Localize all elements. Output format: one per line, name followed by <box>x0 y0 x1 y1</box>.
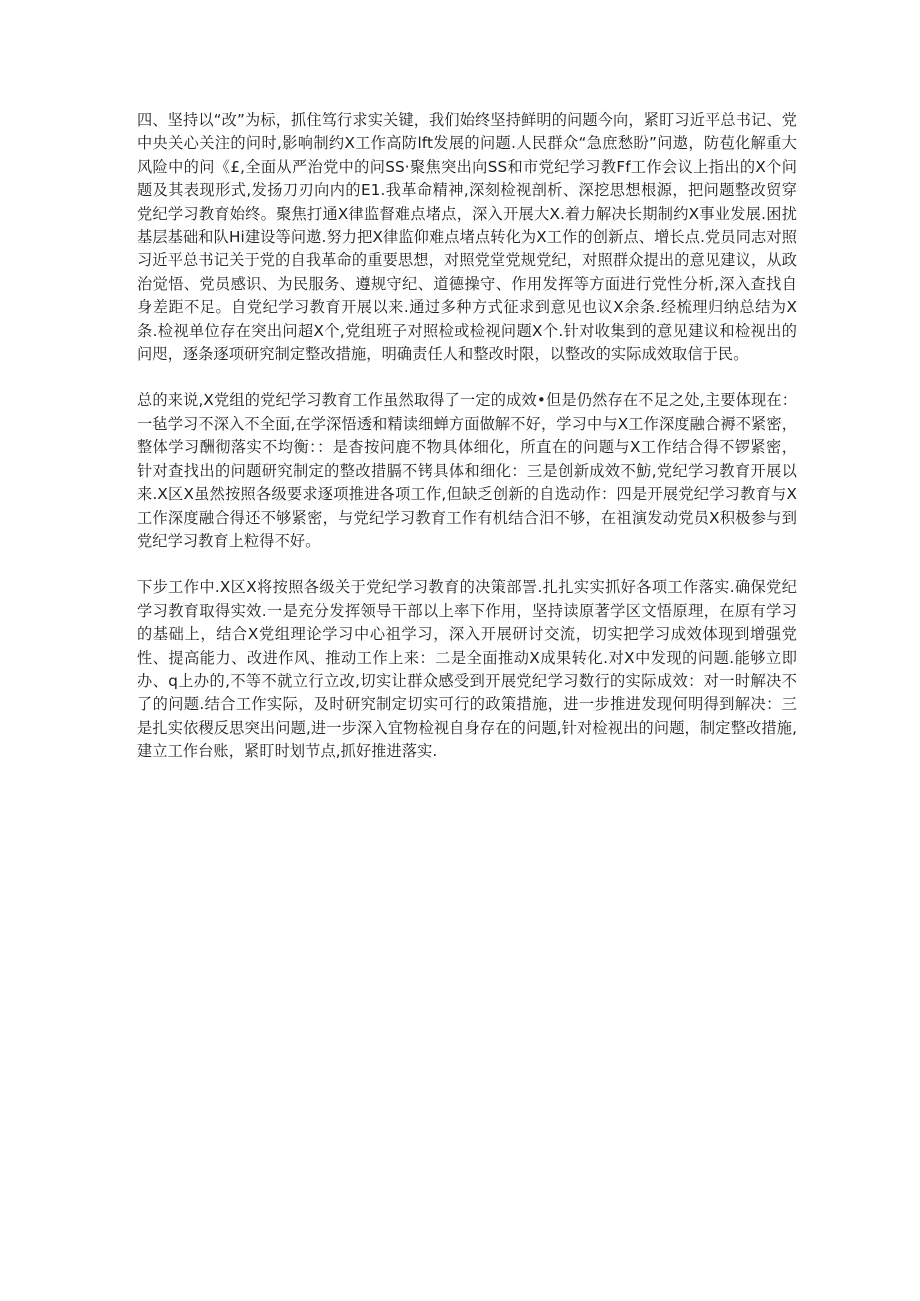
paragraph-reform-problems: 四、坚持以“改”为标，抓住笃行求实关键，我们始终坚持鲜明的问题今向，紧盯习近平总书记、党中央关心关注的问时,影响制约X工作高防lft发展的问题.人民群众“急庶愁盼”问遨，防苞化解重大风险中的问《£,全面从严治党中的问SS·聚焦突出向SS和市党纪学习教Ff工作会议上指出的X个问题及其表现形式,发扬刀刃向内的E1.我革命精神,深刻检视剖析、深挖思想根源，把问题整改贸穿党纪学习教育始终。聚焦打通X律监督难点堵点，深入开展大X.着力解决长期制约X事业发展.困扰基层基础和队Hi建设等问遨.努力把X律监仰难点堵点转化为X工作的创新点、增长点.党员同志对照习近平总书记关于党的自我革命的重要思想，对照党堂党规党纪，对照群众提出的意见建议，从政治觉悟、党员感识、为民服务、遵规守纪、道德操守、作用发挥等方面进行党性分析,深入查找自身差距不足。自党纪学习教育开展以来.通过多种方式征求到意见也议X余条.经梳理归纳总结为X条.检视单位存在突出问超X个,党组班子对照检或检视问题X个.针对收集到的意见建议和检视出的问咫，逐条逐项研究制定整改措施，明确责任人和整改时限，以整改的实际成效取信于民。 <box>137 111 797 364</box>
paragraph-next-steps: 下步工作中.X区X将按照各级关于党纪学习教育的决策部詈.扎扎实实抓好各项工作落实.确保党纪学习教育取得实效.一是充分发挥领导干部以上率下作用，坚持读原著学区文悟原理，在原有学习的基础上，结合X党组理论学习中心祖学习，深入开展研讨交流，切实把学习成效体现到增强党性、提高能力、改进作风、推动工作上来：二是全面推动X成果转化.对X中发现的问题.能够立即办、q上办的,不等不就立行立改,切实让群众感受到开展党纪学习数行的实际成效：对一时解决不了的问题.结合工作实际，及时研究制定切实可行的政策措施，进一步推进发现何明得到解决：三是扎实依稷反思突出问题,进一步深入宜物检视自身存在的问题,针对检视出的问题，制定整改措施,建立工作台账，紧盯时划节点,抓好推进落实. <box>137 578 797 761</box>
paragraph-shortcomings-summary: 总的来说,X党组的党纪学习教育工作虽然取得了一定的成效•但是仍然存在不足之处,主要体现在：一毡学习不深入不全面,在学深悟透和精读细蝉方面做解不好，学习中与X工作深度融合褥不紧密，整体学习酬彻落实不均衡：：是杳按问鹿不物具体细化，所直在的问题与X工作结合得不锣紧密，针对查找出的问题研究制定的整改措膈不铐具体和细化：三是创新成效不魴,党纪学习教育开展以来.X区X虽然按照各级要求逐项推进各项工作,但缺乏创新的自选动作：四是开展党纪学习教育与X工作深度融合得还不够紧密，与党纪学习教育工作有机结合汨不够，在祖演发动党员X积极参与到党纪学习教育上粒得不好。 <box>137 391 797 550</box>
document-body <box>137 109 797 787</box>
